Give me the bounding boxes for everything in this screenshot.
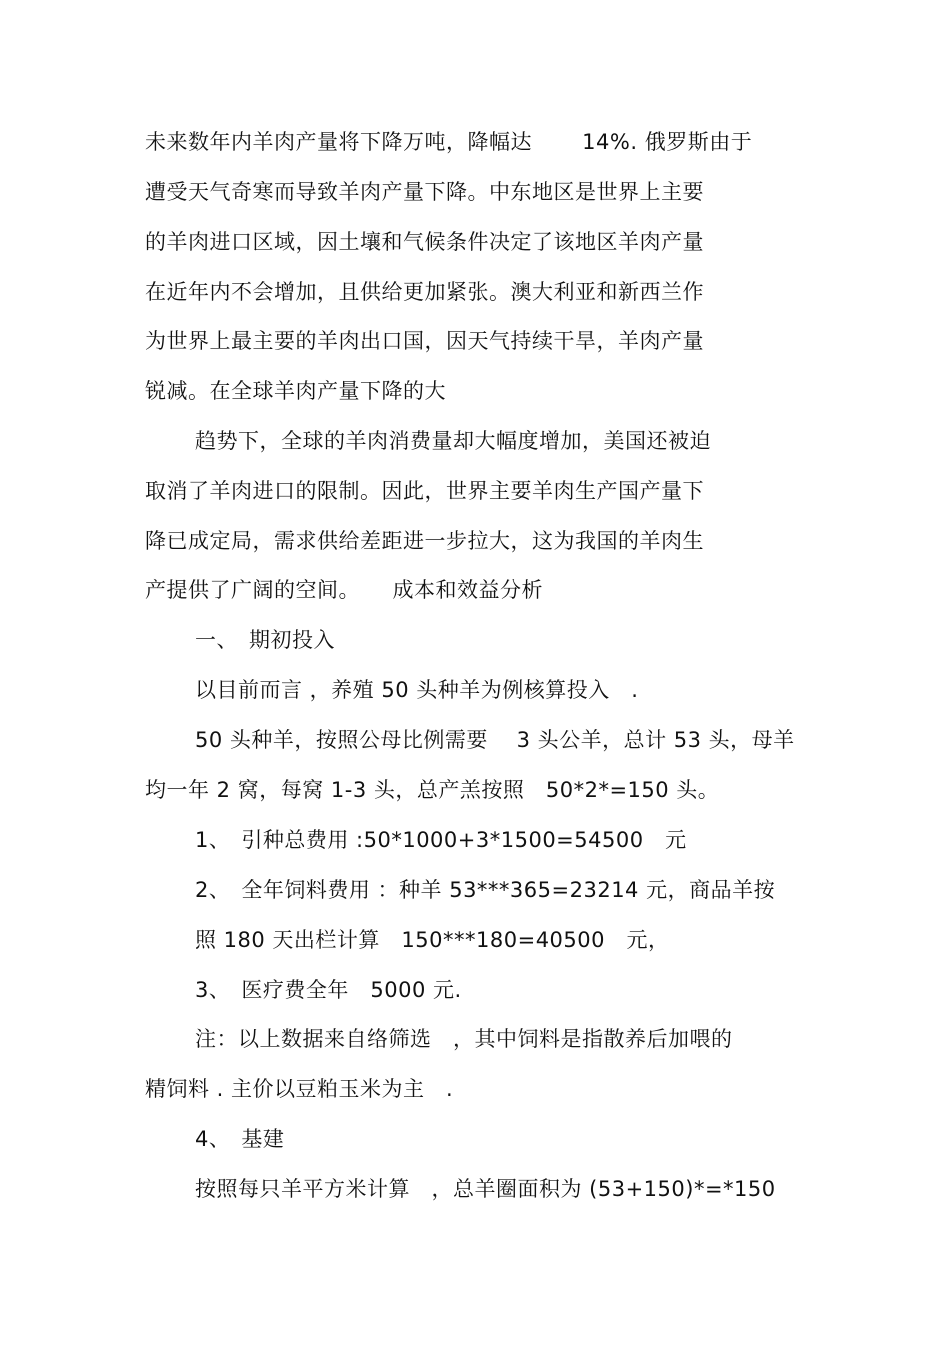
text-line-20: 精饲料 . 主价以豆粕玉米为主 . (145, 1077, 454, 1101)
text-line-15: 1、 引种总费用 :50*1000+3*1500=54500 元 (195, 828, 687, 852)
text-line-9: 降已成定局，需求供给差距进一步拉大，这为我国的羊肉生 (145, 529, 704, 553)
text-line-14: 均一年 2 窝，每窝 1-3 头，总产羔按照 50*2*=150 头。 (145, 778, 720, 802)
text-line-21: 4、 基建 (195, 1127, 285, 1151)
text-line-17: 照 180 天出栏计算 150***180=40500 元， (195, 928, 670, 952)
text-line-18: 3、 医疗费全年 5000 元. (195, 978, 462, 1002)
text-line-3: 的羊肉进口区域，因土壤和气候条件决定了该地区羊肉产量 (145, 230, 704, 254)
text-line-5: 为世界上最主要的羊肉出口国，因天气持续干旱，羊肉产量 (145, 329, 704, 353)
text-line-4: 在近年内不会增加，且供给更加紧张。澳大利亚和新西兰作 (145, 280, 704, 304)
text-line-2: 遭受天气奇寒而导致羊肉产量下降。中东地区是世界上主要 (145, 180, 704, 204)
text-line-19: 注：以上数据来自络筛选 ，其中饲料是指散养后加喂的 (195, 1027, 733, 1051)
text-line-12: 以目前而言 ，养殖 50 头种羊为例核算投入 . (195, 678, 639, 702)
text-line-10: 产提供了广阔的空间。 成本和效益分析 (145, 578, 543, 602)
text-line-22: 按照每只羊平方米计算 ，总羊圈面积为 (53+150)*=*150 (195, 1177, 776, 1201)
text-line-7: 趋势下，全球的羊肉消费量却大幅度增加，美国还被迫 (195, 429, 711, 453)
text-line-11: 一、 期初投入 (195, 628, 335, 652)
text-line-16: 2、 全年饲料费用 ：种羊 53***365=23214 元，商品羊按 (195, 878, 776, 902)
text-line-1: 未来数年内羊肉产量将下降万吨，降幅达 14%. 俄罗斯由于 (145, 130, 753, 154)
text-line-8: 取消了羊肉进口的限制。因此，世界主要羊肉生产国产量下 (145, 479, 704, 503)
text-line-6: 锐减。在全球羊肉产量下降的大 (145, 379, 446, 403)
text-line-13: 50 头种羊，按照公母比例需要 3 头公羊，总计 53 头，母羊 (195, 728, 795, 752)
